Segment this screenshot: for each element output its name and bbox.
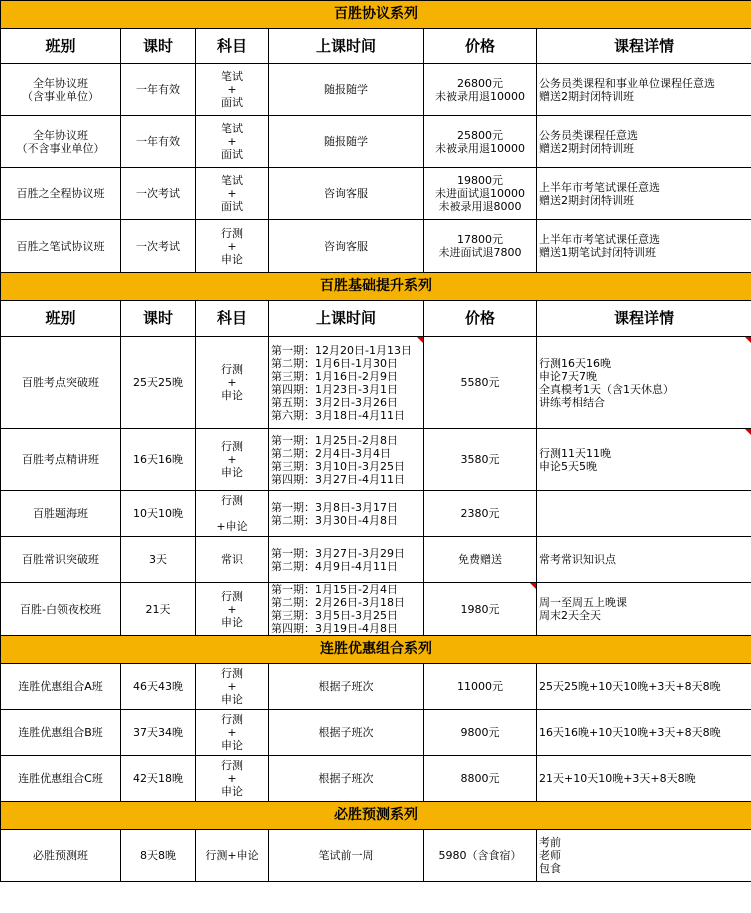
cell-time: [269, 64, 424, 116]
cell-detail-line: 讲练考相结合: [539, 395, 605, 409]
cell-subject-line: 面试: [221, 96, 243, 109]
cell-hours: 一次考试: [121, 220, 196, 273]
cell-class-line: 百胜常识突破班: [22, 553, 99, 566]
cell-time-line: 根据子班次: [318, 680, 374, 693]
cell-subject-line: 申论: [221, 252, 243, 266]
cell-subject-line: 笔试: [221, 122, 243, 135]
cell-class-line: 百胜考点精讲班: [22, 453, 99, 466]
cell-class-line: 百胜考点突破班: [22, 376, 99, 389]
cell-subject: [196, 756, 269, 802]
table-row: [1, 830, 751, 882]
cell-detail-line: 21天+10天10晚+3天+8天8晚: [539, 772, 696, 785]
cell-time-line: 第三期：3月5日-3月25日: [271, 609, 398, 622]
cell-detail-line: 周一至周五上晚课: [539, 596, 627, 609]
cell-subject: [196, 116, 269, 168]
cell-price-line: 5580元: [460, 376, 500, 389]
cell-subject-line: 行测: [221, 494, 243, 507]
cell-hours: 一年有效: [121, 116, 196, 168]
cell-class-line: 百胜-白领夜校班: [20, 602, 101, 616]
table-row: [1, 710, 751, 756]
cell-class-line: （含事业单位）: [22, 89, 99, 103]
cell-price-line: 5980（含食宿）: [438, 849, 522, 862]
cell-detail-line: 16天16晚+10天10晚+3天+8天8晚: [539, 726, 721, 739]
cell-subject: [196, 64, 269, 116]
cell-time-line: 第四期：1月23日-3月1日: [271, 382, 398, 396]
table-row: [1, 429, 751, 491]
cell-subject-line: +: [227, 239, 237, 253]
cell-detail-line: 申论7天7晚: [539, 369, 597, 383]
column-header-row: [1, 301, 751, 337]
cell-price: [424, 537, 537, 583]
cell-hours: 42天18晚: [121, 756, 196, 802]
table-row: [1, 116, 751, 168]
cell-subject-line: +: [227, 680, 237, 693]
cell-subject-line: 行测: [221, 667, 243, 680]
cell-detail-line: 公务员类课程任意选: [539, 128, 638, 142]
cell-subject-line: +: [227, 602, 237, 616]
cell-subject-line: 行测: [221, 713, 243, 726]
cell-time-line: 第一期：12月20日-1月13日: [271, 343, 412, 357]
cell-subject: [196, 168, 269, 220]
cell-detail: [537, 491, 751, 537]
cell-time-line: 第三期：3月10日-3月25日: [271, 459, 405, 473]
cell-subject-line: 常识: [221, 553, 243, 566]
cell-time: [269, 220, 424, 273]
cell-hours: 21天: [121, 583, 196, 636]
cell-time-line: 根据子班次: [318, 726, 374, 739]
cell-subject-line: 行测: [221, 226, 243, 240]
table-row: [1, 664, 751, 710]
cell-subject-line: +申论: [216, 520, 248, 533]
cell-subject-line: 面试: [221, 148, 243, 161]
cell-detail-line: 赠送2期封闭特训班: [539, 193, 634, 207]
cell-time-line: 第五期：3月2日-3月26日: [271, 395, 398, 409]
cell-time-line: 第二期：2月26日-3月18日: [271, 596, 405, 609]
cell-detail: [537, 64, 751, 116]
cell-detail: [537, 756, 751, 802]
cell-time-line: 第一期：1月15日-2月4日: [271, 583, 398, 596]
cell-time-line: 咨询客服: [324, 187, 368, 200]
cell-class: [1, 664, 121, 710]
cell-detail-line: 申论5天5晚: [539, 459, 597, 473]
column-header-detail: 课程详情: [537, 29, 751, 64]
cell-class-line: 百胜题海班: [33, 507, 88, 520]
cell-subject-line: +: [227, 772, 237, 785]
cell-price: [424, 116, 537, 168]
cell-class: [1, 756, 121, 802]
section-header: [1, 1, 751, 29]
cell-price-line: 未进面试退10000: [435, 187, 525, 200]
cell-time: [269, 583, 424, 636]
cell-class: [1, 337, 121, 429]
cell-subject: [196, 830, 269, 882]
cell-price-line: 1980元: [460, 602, 500, 616]
cell-subject: [196, 583, 269, 636]
cell-time: [269, 429, 424, 491]
cell-subject-line: +: [227, 726, 237, 739]
cell-time-line: 根据子班次: [318, 772, 374, 785]
cell-detail-line: 行测11天11晚: [539, 446, 611, 460]
cell-subject-line: 笔试: [221, 70, 243, 83]
cell-subject-line: 申论: [221, 693, 243, 706]
table-row: [1, 220, 751, 273]
cell-subject: [196, 491, 269, 537]
cell-detail: [537, 116, 751, 168]
cell-subject: [196, 220, 269, 273]
cell-price-line: 26800元: [457, 76, 503, 90]
cell-subject-line: [198, 507, 266, 520]
cell-detail: [537, 537, 751, 583]
cell-price-line: 未被录用退8000: [438, 200, 522, 213]
cell-price-line: 未被录用退10000: [435, 89, 525, 103]
cell-class-line: 百胜之笔试协议班: [16, 239, 105, 253]
cell-class: [1, 429, 121, 491]
cell-price-line: 17800元: [457, 233, 503, 246]
cell-class: [1, 491, 121, 537]
cell-class: [1, 64, 121, 116]
cell-subject-line: +: [227, 135, 237, 148]
cell-detail: [537, 583, 751, 636]
cell-price-line: 25800元: [457, 128, 503, 142]
cell-time: [269, 537, 424, 583]
cell-detail-line: 公务员类课程和事业单位课程任意选: [539, 76, 715, 90]
column-header-subject: 科目: [196, 29, 269, 64]
cell-price-line: 未被录用退10000: [435, 141, 525, 155]
cell-detail-line: 行测16天16晚: [539, 356, 611, 370]
cell-detail-line: 考前: [539, 836, 561, 849]
section-header: [1, 802, 751, 830]
cell-subject-line: +: [227, 83, 237, 96]
cell-detail-line: 老师: [539, 849, 561, 862]
section-header: [1, 273, 751, 301]
cell-detail: [537, 664, 751, 710]
column-header-subject: 科目: [196, 301, 269, 337]
cell-class: [1, 710, 121, 756]
cell-detail-line: 包食: [539, 862, 561, 875]
cell-subject-line: 行测: [221, 440, 243, 453]
cell-subject-line: +: [227, 453, 237, 466]
section-title: 百胜协议系列: [1, 1, 751, 29]
table-row: [1, 64, 751, 116]
cell-detail-line: 赠送1期笔试封闭特训班: [539, 246, 656, 259]
cell-price: [424, 429, 537, 491]
cell-time: [269, 116, 424, 168]
cell-price-line: 3580元: [460, 453, 500, 466]
column-header-hours: 课时: [121, 301, 196, 337]
cell-hours: 10天10晚: [121, 491, 196, 537]
cell-price: [424, 220, 537, 273]
cell-price: [424, 583, 537, 636]
cell-hours: 25天25晚: [121, 337, 196, 429]
cell-price: [424, 168, 537, 220]
cell-time-line: 第二期：1月6日-1月30日: [271, 356, 398, 370]
cell-price-line: 9800元: [460, 726, 500, 739]
column-header-price: 价格: [424, 301, 537, 337]
cell-hours: 37天34晚: [121, 710, 196, 756]
table-row: [1, 491, 751, 537]
cell-price: [424, 664, 537, 710]
cell-time: [269, 710, 424, 756]
cell-class: [1, 537, 121, 583]
table-row: [1, 168, 751, 220]
cell-subject-line: 行测: [221, 363, 243, 376]
cell-subject-line: 面试: [221, 200, 243, 213]
cell-price: [424, 710, 537, 756]
cell-class-line: 连胜优惠组合A班: [18, 680, 103, 693]
cell-price: [424, 756, 537, 802]
cell-class-line: 连胜优惠组合B班: [18, 726, 103, 739]
column-header-hours: 课时: [121, 29, 196, 64]
cell-price: [424, 830, 537, 882]
cell-time: [269, 337, 424, 429]
column-header-time: 上课时间: [269, 301, 424, 337]
cell-time-line: 随报随学: [324, 135, 368, 148]
cell-price: [424, 491, 537, 537]
cell-detail-line: 常考常识知识点: [539, 553, 616, 566]
cell-detail-line: 25天25晚+10天10晚+3天+8天8晚: [539, 680, 721, 693]
cell-detail-line: 周末2天全天: [539, 609, 601, 622]
cell-subject-line: 申论: [221, 615, 243, 629]
cell-class: [1, 583, 121, 636]
column-header-class: 班别: [1, 301, 121, 337]
cell-class-line: 必胜预测班: [33, 849, 88, 862]
cell-detail-line: 赠送2期封闭特训班: [539, 141, 634, 155]
cell-time-line: 第二期：2月4日-3月4日: [271, 446, 391, 460]
cell-detail: [537, 220, 751, 273]
section-title: 必胜预测系列: [1, 802, 751, 830]
table-row: [1, 756, 751, 802]
cell-class: [1, 830, 121, 882]
section-header: [1, 636, 751, 664]
cell-time-line: 第一期：1月25日-2月8日: [271, 433, 398, 447]
section-title: 连胜优惠组合系列: [1, 636, 751, 664]
cell-hours: 一次考试: [121, 168, 196, 220]
column-header-detail: 课程详情: [537, 301, 751, 337]
cell-subject-line: +: [227, 376, 237, 389]
cell-price-line: 19800元: [457, 174, 503, 187]
cell-class-line: 全年协议班: [33, 128, 88, 142]
column-header-price: 价格: [424, 29, 537, 64]
cell-price-line: 免费赠送: [458, 553, 502, 566]
cell-class: [1, 220, 121, 273]
cell-subject-line: 行测+申论: [205, 849, 259, 862]
cell-price-line: 8800元: [460, 772, 500, 785]
cell-subject: [196, 710, 269, 756]
cell-subject-line: 行测: [221, 589, 243, 603]
cell-subject-line: 行测: [221, 759, 243, 772]
cell-time-line: 第四期：3月27日-4月11日: [271, 472, 405, 486]
cell-detail: [537, 710, 751, 756]
cell-time-line: 第二期：4月9日-4月11日: [271, 559, 398, 573]
cell-subject: [196, 429, 269, 491]
cell-hours: 一年有效: [121, 64, 196, 116]
cell-time-line: 第三期：1月16日-2月9日: [271, 369, 398, 383]
cell-subject: [196, 337, 269, 429]
cell-hours: 3天: [121, 537, 196, 583]
cell-hours: 16天16晚: [121, 429, 196, 491]
cell-detail: [537, 337, 751, 429]
cell-price: [424, 64, 537, 116]
cell-class-line: 百胜之全程协议班: [16, 187, 105, 200]
cell-time: [269, 168, 424, 220]
cell-price-line: 11000元: [457, 680, 503, 693]
redaction-cover: [615, 830, 751, 881]
cell-time-line: 第一期：3月27日-3月29日: [271, 546, 405, 560]
cell-subject-line: 申论: [221, 389, 243, 402]
cell-detail: [537, 168, 751, 220]
cell-detail: [537, 429, 751, 491]
table-row: [1, 583, 751, 636]
table-row: [1, 337, 751, 429]
cell-time-line: 第四期：3月19日-4月8日: [271, 622, 398, 635]
table-row: [1, 537, 751, 583]
cell-price-line: 未进面试退7800: [438, 246, 522, 259]
cell-subject-line: +: [227, 187, 237, 200]
cell-class: [1, 168, 121, 220]
cell-time: [269, 756, 424, 802]
cell-price: [424, 337, 537, 429]
cell-time-line: 笔试前一周: [318, 849, 374, 862]
cell-price-line: 2380元: [460, 507, 500, 520]
cell-hours: 46天43晚: [121, 664, 196, 710]
cell-class-line: 全年协议班: [33, 76, 88, 90]
cell-subject: [196, 664, 269, 710]
cell-subject: [196, 537, 269, 583]
cell-time: [269, 491, 424, 537]
cell-subject-line: 申论: [221, 466, 243, 479]
cell-time-line: 咨询客服: [324, 239, 368, 253]
cell-detail: [537, 830, 751, 882]
cell-time: [269, 830, 424, 882]
cell-time-line: 第六期：3月18日-4月11日: [271, 408, 405, 422]
cell-time-line: 第二期：3月30日-4月8日: [271, 513, 398, 527]
section-title: 百胜基础提升系列: [1, 273, 751, 301]
cell-detail-line: 上半年市考笔试课任意选: [539, 180, 660, 194]
cell-time-line: 随报随学: [324, 83, 368, 96]
cell-class: [1, 116, 121, 168]
cell-subject-line: 申论: [221, 785, 243, 798]
cell-class-line: （不含事业单位）: [16, 141, 105, 155]
column-header-row: [1, 29, 751, 64]
cell-class-line: 连胜优惠组合C班: [18, 772, 103, 785]
cell-detail-line: 上半年市考笔试课任意选: [539, 233, 660, 246]
column-header-time: 上课时间: [269, 29, 424, 64]
cell-time: [269, 664, 424, 710]
cell-hours: 8天8晚: [121, 830, 196, 882]
column-header-class: 班别: [1, 29, 121, 64]
cell-subject-line: 笔试: [221, 174, 243, 187]
cell-detail-line: 全真模考1天（含1天休息）: [539, 382, 674, 396]
cell-time-line: 第一期：3月8日-3月17日: [271, 500, 398, 514]
cell-detail-line: 赠送2期封闭特训班: [539, 89, 634, 103]
cell-subject-line: 申论: [221, 739, 243, 752]
